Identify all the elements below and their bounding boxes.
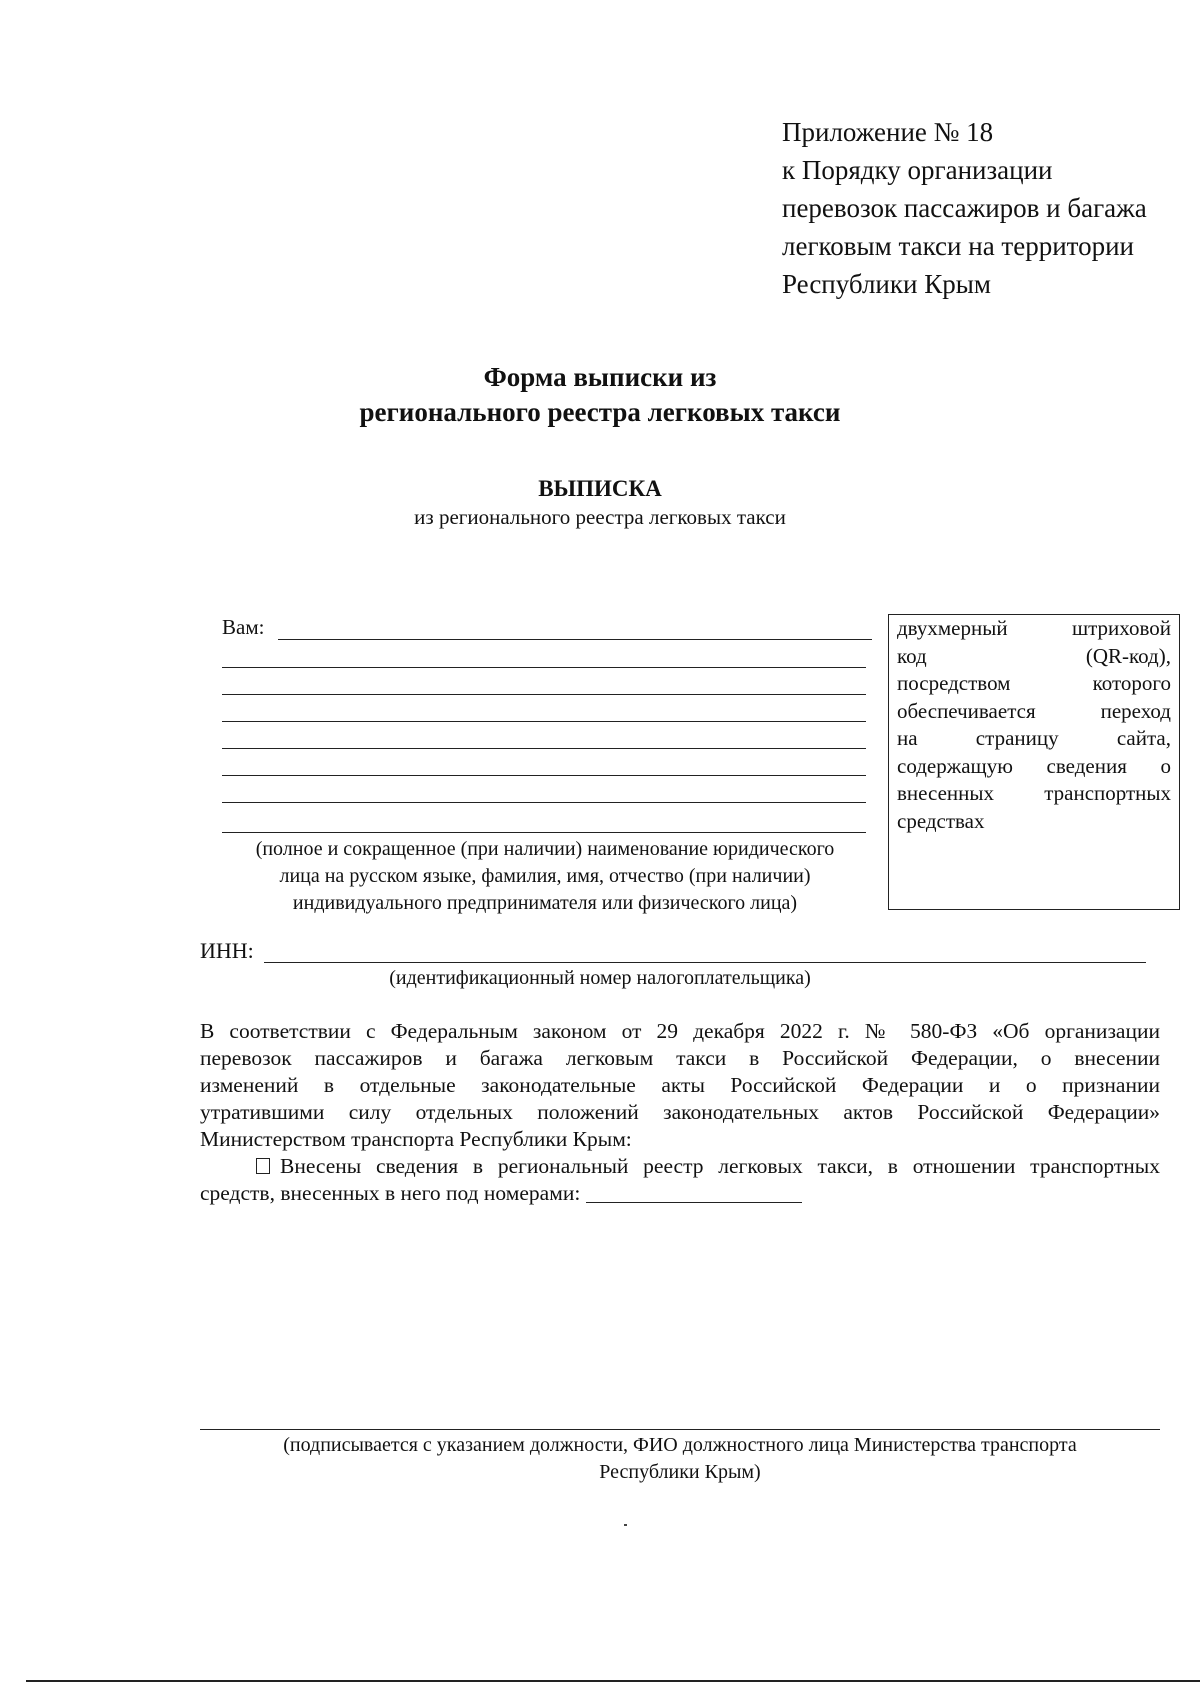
body-line: В соответствии с Федеральным законом от 29 декабря 2022 г. № 580-ФЗ «Об организации <box>200 1019 1160 1043</box>
caption-line: лица на русском языке, фамилия, имя, отчество (при наличии) <box>279 865 811 887</box>
signature-line[interactable] <box>200 1429 1160 1430</box>
document-subtitle: из регионального реестра легковых такси <box>414 505 786 529</box>
qr-text-line: посредством которого <box>897 671 1171 695</box>
form-title-line: регионального реестра легковых такси <box>359 397 841 427</box>
appendix-line: легковым такси на территории <box>782 231 1135 261</box>
recipient-field-line[interactable] <box>222 694 866 695</box>
caption-line: Республики Крым) <box>599 1461 761 1483</box>
numbers-label: средств, внесенных в него под номерами: <box>200 1181 581 1205</box>
qr-code-box <box>888 614 1180 910</box>
caption-line: (подписывается с указанием должности, ФИО должностного лица Министерства транспорта <box>283 1434 1077 1456</box>
recipient-field-line[interactable] <box>222 667 866 668</box>
appendix-line: Республики Крым <box>782 269 991 299</box>
body-line: утратившими силу отдельных положений законодательных актов Российской Федерации» <box>200 1100 1160 1124</box>
recipient-label: Вам: <box>222 615 265 639</box>
inn-label: ИНН: <box>200 938 254 963</box>
form-title-line: Форма выписки из <box>483 362 717 392</box>
body-line: перевозок пассажиров и багажа легковым такси в Российской Федерации, о внесении <box>200 1046 1160 1070</box>
numbers-field-line[interactable] <box>586 1182 802 1203</box>
numbers-row <box>200 1180 1160 1207</box>
recipient-field-line[interactable] <box>222 721 866 722</box>
appendix-line: Приложение № 18 <box>782 117 994 147</box>
caption-line: (полное и сокращенное (при наличии) наименование юридического <box>255 838 835 860</box>
qr-text-line: код (QR-код), <box>897 643 1171 668</box>
recipient-field-line[interactable] <box>222 832 866 833</box>
recipient-field-line[interactable] <box>222 802 866 803</box>
recipient-caption <box>222 836 868 917</box>
caption-line: индивидуального предпринимателя или физического лица) <box>292 892 798 914</box>
body-line: изменений в отдельные законодательные акты Российской Федерации и о признании <box>200 1073 1160 1097</box>
recipient-field-line[interactable] <box>278 639 872 640</box>
signature-caption <box>200 1432 1160 1486</box>
inn-field-line[interactable] <box>264 962 1146 963</box>
qr-text-line: внесенных транспортных <box>897 781 1171 805</box>
checkbox-text: Внесены сведения в региональный реестр легковых такси, в отношении транспортных <box>280 1154 1160 1178</box>
body-paragraph <box>200 1018 1160 1207</box>
appendix-header <box>782 113 1147 303</box>
page-bottom-rule <box>26 1680 1200 1682</box>
qr-text-line: содержащую сведения о <box>897 753 1171 778</box>
checkbox[interactable] <box>256 1158 270 1174</box>
recipient-field-line[interactable] <box>222 748 866 749</box>
scan-speck <box>624 1524 627 1526</box>
document-title: ВЫПИСКА <box>538 476 662 501</box>
recipient-field-line[interactable] <box>222 775 866 776</box>
form-title <box>0 360 1200 430</box>
qr-text-line: двухмерный штриховой <box>897 616 1171 640</box>
body-line: Министерством транспорта Республики Крым: <box>200 1127 632 1151</box>
qr-text-line: обеспечивается переход <box>897 698 1171 723</box>
qr-text-line: на страницу сайта, <box>897 726 1171 750</box>
appendix-line: перевозок пассажиров и багажа <box>782 193 1147 223</box>
inn-caption: (идентификационный номер налогоплательщика) <box>389 967 811 989</box>
qr-text-line: средствах <box>897 808 985 833</box>
checkbox-row <box>200 1153 1160 1180</box>
appendix-line: к Порядку организации <box>782 155 1053 185</box>
